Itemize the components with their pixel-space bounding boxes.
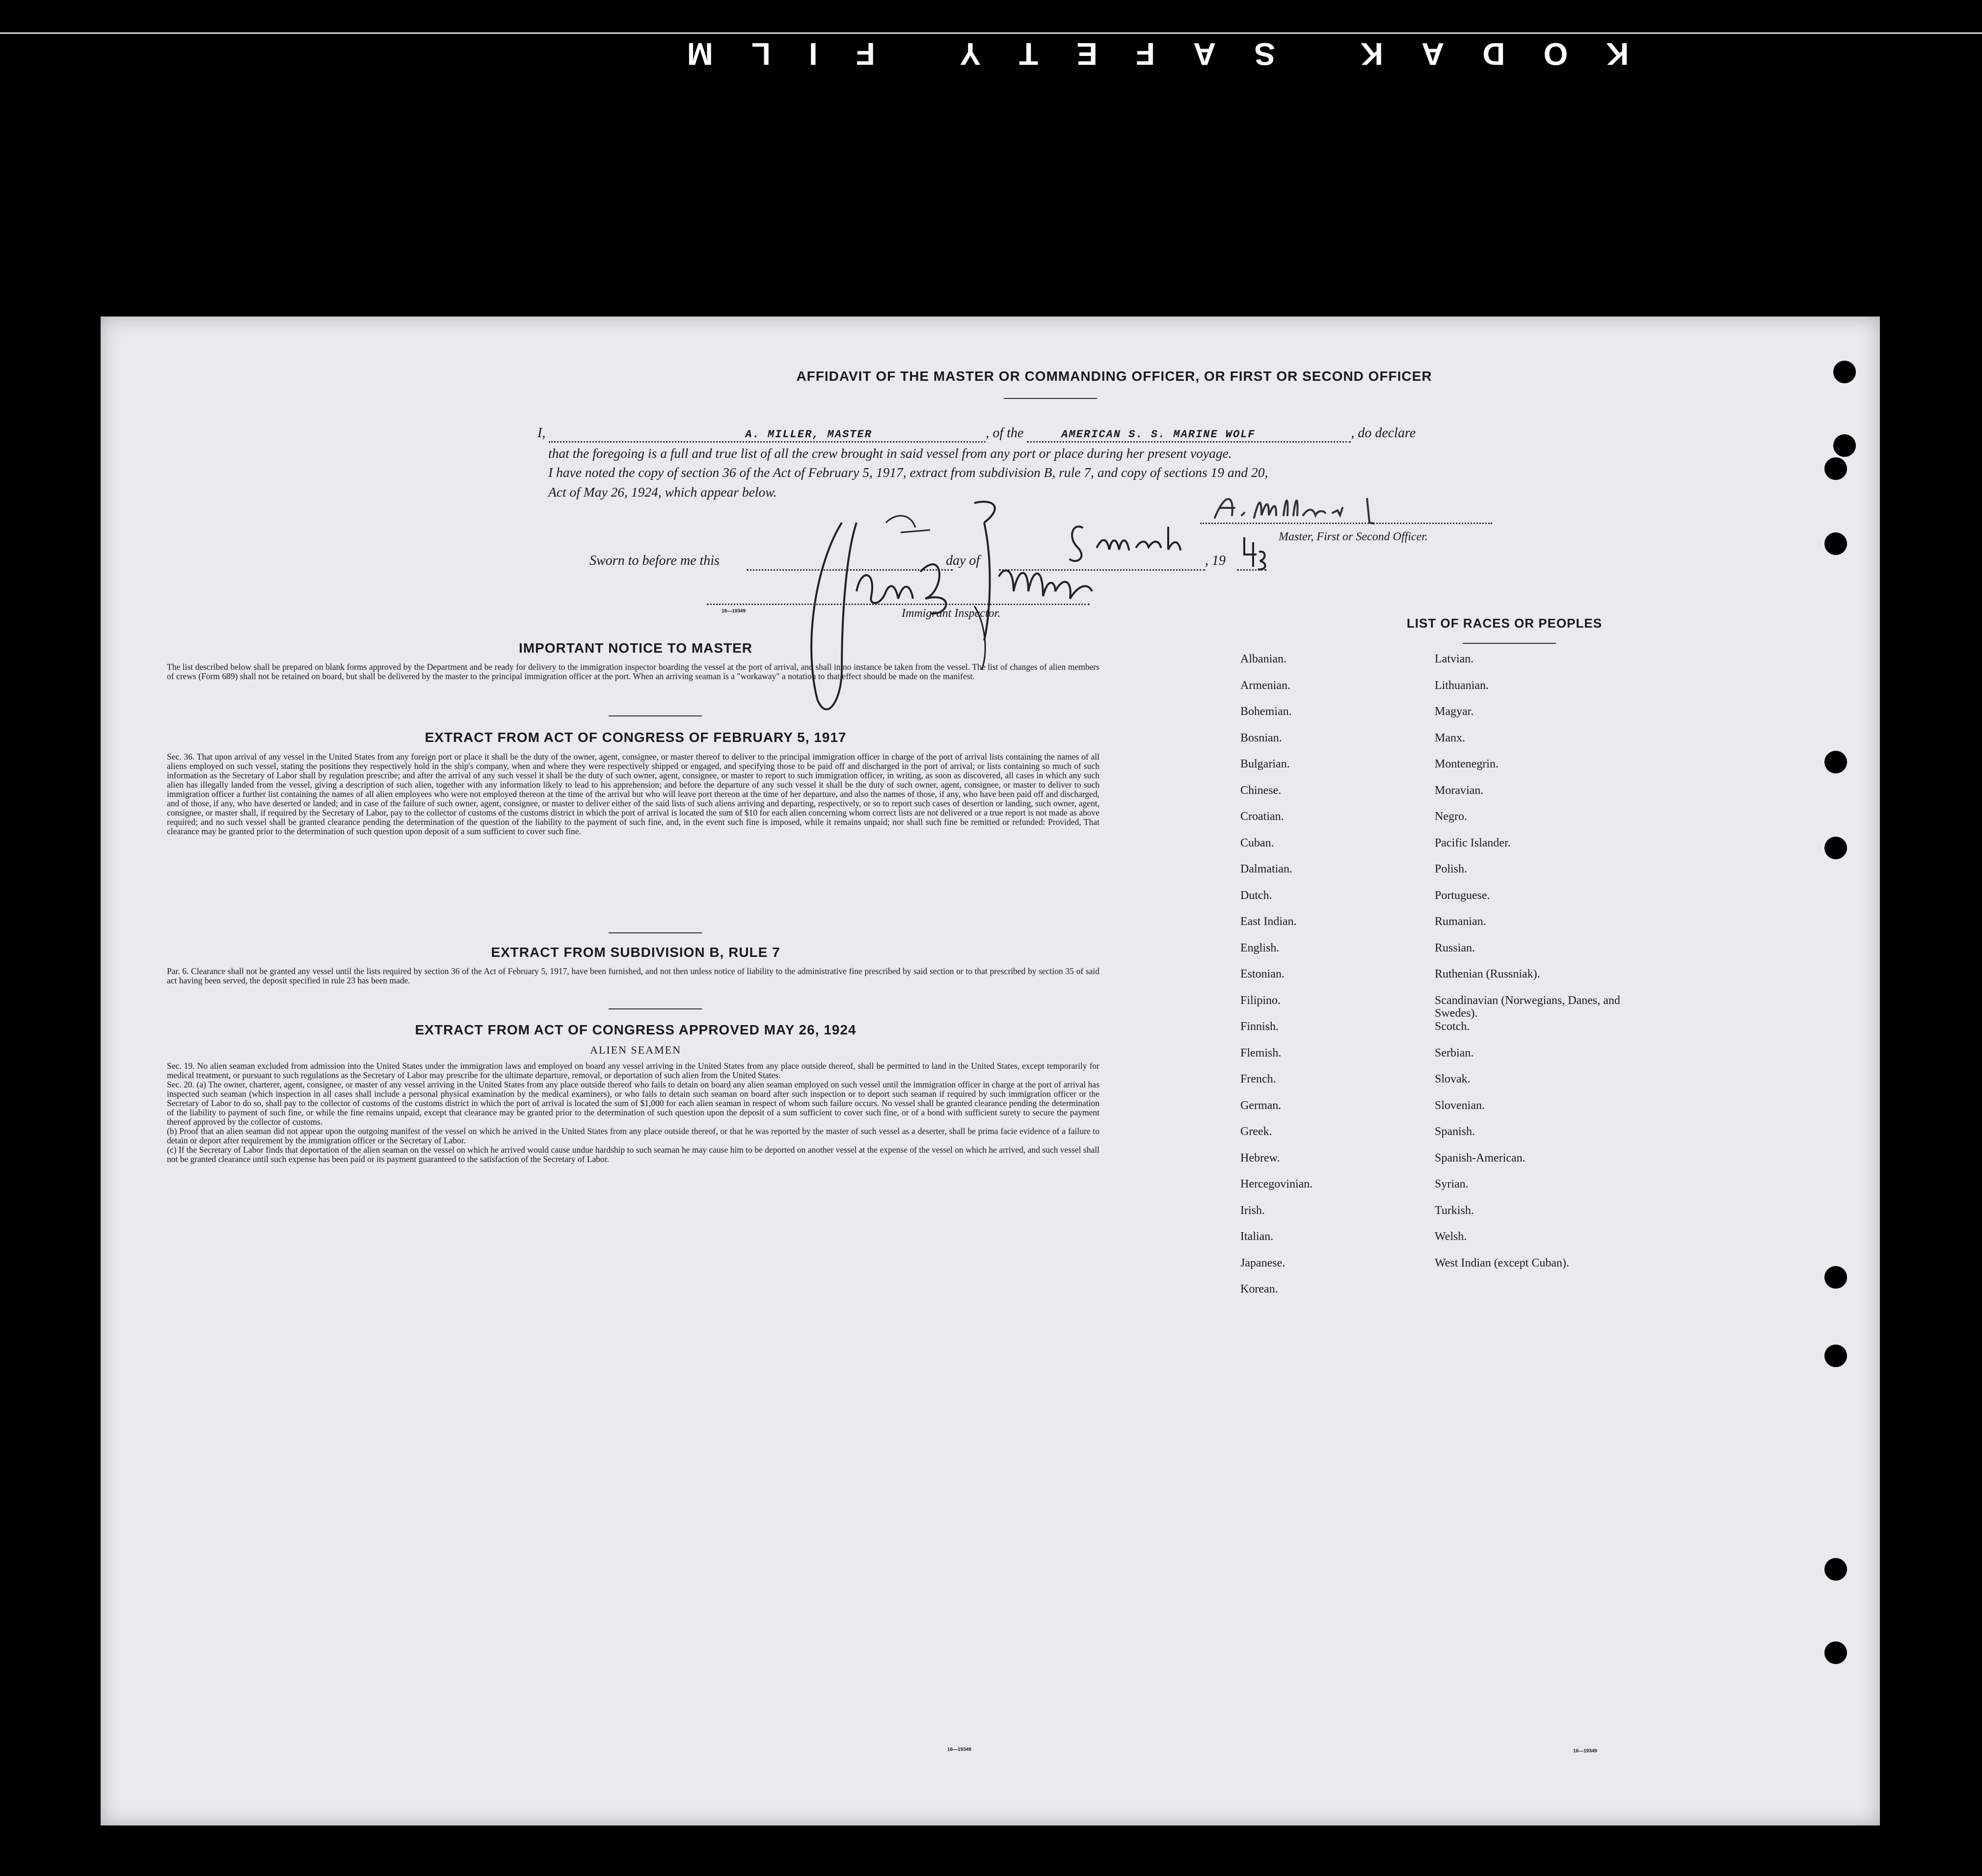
race-item: Rumanian.	[1435, 915, 1486, 928]
race-item: Welsh.	[1435, 1230, 1467, 1243]
sworn-day-of: day of	[946, 553, 980, 568]
punch-hole-1	[1833, 361, 1856, 383]
extract-1924-subtitle: ALIEN SEAMEN	[590, 1044, 681, 1056]
races-title: LIST OF RACES OR PEOPLES	[1406, 616, 1603, 631]
race-item: Ruthenian (Russniak).	[1435, 968, 1540, 980]
race-item: Slovak.	[1435, 1073, 1471, 1085]
races-column-1	[1240, 653, 1456, 1309]
master-name-field	[549, 425, 986, 443]
affidavit-do-declare: , do declare	[1351, 425, 1416, 441]
film-edge	[0, 0, 1982, 79]
race-item: Dalmatian.	[1240, 863, 1292, 875]
extract-1917-rule	[609, 932, 702, 933]
extract-1924-sec20a: Sec. 20. (a) The owner, charterer, agent, consignee, or master of any vessel arriving in the United States from any place outside thereof who fails to detain on board any alien seaman employed on such vessel until the immigration officer in charge at the port of arrival has inspected such seaman (which inspection in all cases shall include a personal physical examination by the medical examiners), or who fails to detain such seaman on board after such inspection or to deport such seaman if required by such immigration officer or the Secretary of Labor to do so, shall pay to the collector of customs of the customs district in which the port of arrival is located the sum of $1,000 for each alien seaman in respect of whom such failure occurs. No vessel shall be granted clearance pending the determination of the liability to payment of such fine, or while the fine remains unpaid, except that clearance may be granted prior to the determination of such question upon the deposit of a sum sufficient to cover such fine, or of a bond with sufficient surety to secure the payment thereof approved by the collector of customs.	[167, 1080, 1099, 1127]
race-item: Syrian.	[1435, 1178, 1469, 1190]
vessel-name-field	[1027, 425, 1351, 443]
race-item: Moravian.	[1435, 784, 1484, 797]
race-item: Greek.	[1240, 1125, 1272, 1138]
race-item: Polish.	[1435, 863, 1468, 875]
race-item: Negro.	[1435, 810, 1467, 823]
race-item: Croatian.	[1240, 810, 1284, 823]
extract-rule7-title: EXTRACT FROM SUBDIVISION B, RULE 7	[491, 945, 780, 960]
race-item: Chinese.	[1240, 784, 1282, 797]
affidavit-line1	[537, 425, 1617, 443]
punch-hole-8	[1824, 1345, 1847, 1367]
affidavit-line3: I have noted the copy of section 36 of the Act of February 5, 1917, extract from subdivision B, rule 7, and copy of sections 19 and 20,	[548, 465, 1268, 480]
race-item: Scotch.	[1435, 1020, 1470, 1033]
document-page	[101, 317, 1880, 1825]
extract-1917-body: Sec. 36. That upon arrival of any vessel in the United States from any foreign port or place it shall be the duty of the owner, agent, consignee, or master thereof to deliver to the principal immigration officer in charge of the port of arrival lists containing the names of all aliens employed on such vessel, stating the positions they respectively hold in the ship's company, when and where they were respectively shipped or engaged, and specifying those to be paid off and discharged in the port of arrival; or lists containing so much of such information as the Secretary of Labor shall by regulation prescribe; and after the arrival of any such vessel it shall be the duty of such owner, agent, consignee, or master to report to such immigration officer, in writing, as soon as discovered, all cases in which any such alien has illegally landed from the vessel, giving a description of such alien, together with any information likely to lead to his apprehension; and before the departure of any such vessel it shall be the duty of such owner, agent, consignee, or master to deliver to such immigration officer a further list containing the names of all alien employees who were not employed thereon at the time of the arrival but who will leave port thereon at the time of her departure, and also the names of those, if any, who have been paid off and discharged, and of those, if any, who have deserted or landed; and in case of the failure of such owner, agent, consignee, or master to deliver either of the said lists of such aliens arriving and departing, respectively, or so to report such cases of desertion or landing, such owner, agent, consignee, or master shall, if required by the Secretary of Labor, pay to the collector of customs of the customs district in which the port of arrival is located the sum of $10 for each alien concerning whom correct lists are not delivered or a true report is not made as above required; and no such vessel shall be granted clearance pending the determination of the question of the liability to the payment of such fine, and, in the event such fine is imposed, while it remains unpaid; nor shall such fine be remitted or refunded: Provided, That clearance may be granted prior to the determination of such question upon deposit of a sum sufficient to cover such fine.	[167, 752, 1099, 836]
race-item: Armenian.	[1240, 679, 1290, 692]
affidavit-line4: Act of May 26, 1924, which appear below.	[548, 484, 777, 500]
film-edge-text: KODAK SAFETY FILM	[648, 36, 1629, 72]
race-item: Scandinavian (Norwegians, Danes, and Swedes).	[1435, 994, 1620, 1020]
handwritten-month	[1063, 518, 1190, 567]
race-item: German.	[1240, 1099, 1282, 1112]
race-item: French.	[1240, 1073, 1276, 1085]
race-item: Spanish-American.	[1435, 1151, 1526, 1164]
race-item: Bohemian.	[1240, 705, 1292, 718]
affidavit-line2: that the foregoing is a full and true list of all the crew brought in said vessel from any port or place during her present voyage.	[548, 446, 1232, 461]
race-item: Filipino.	[1240, 994, 1281, 1007]
affidavit-title-rule	[1004, 398, 1097, 399]
race-item: West Indian (except Cuban).	[1435, 1256, 1569, 1269]
sworn-year-prefix: , 19	[1205, 553, 1226, 568]
extract-1924-body	[167, 1061, 1099, 1164]
race-item: Irish.	[1240, 1204, 1265, 1217]
extract-form-number: 16—19349	[947, 1747, 971, 1752]
races-rule	[1463, 643, 1556, 644]
race-item: Slovenian.	[1435, 1099, 1485, 1112]
affidavit-form-number: 16—19349	[722, 608, 746, 614]
affidavit-of-the: , of the	[986, 425, 1024, 441]
race-item: English.	[1240, 941, 1280, 954]
race-item: Albanian.	[1240, 653, 1286, 665]
notice-body: The list described below shall be prepared on blank forms approved by the Department and be ready for delivery to the immigration inspector boarding the vessel at the port of arrival, and shall in no instance be taken from the vessel. The list of changes of alien members of crews (Form 689) shall not be retained on board, but shall be delivered by the master to the principal immigration officer at the port. When an arriving seaman is a "workaway" a notation to that effect should be made on the manifest.	[167, 662, 1099, 681]
punch-hole-9	[1824, 1558, 1847, 1581]
sworn-prefix: Sworn to before me this	[589, 553, 720, 568]
punch-hole-7	[1824, 1266, 1847, 1289]
race-item: Turkish.	[1435, 1204, 1474, 1217]
races-form-number: 16—19349	[1573, 1748, 1597, 1754]
inspector-caption: Immigrant Inspector.	[902, 607, 1001, 620]
punch-hole-6	[1824, 837, 1847, 859]
extract-1924-sec20c: (c) If the Secretary of Labor finds that deportation of the alien seaman on the vessel on which he arrived would cause undue hardship to such seaman he may cause him to be deported on another vessel at the expense of the vessel on which he arrived, and such vessel shall not be granted clearance until such expense has been paid or its payment guaranteed to the satisfaction of the Secretary of Labor.	[167, 1145, 1099, 1164]
notice-title: IMPORTANT NOTICE TO MASTER	[518, 640, 753, 656]
punch-hole-4	[1824, 532, 1847, 555]
race-item: Finnish.	[1240, 1020, 1279, 1033]
affidavit-title: AFFIDAVIT OF THE MASTER OR COMMANDING OFFICER, OR FIRST OR SECOND OFFICER	[796, 369, 1432, 384]
race-item: Hebrew.	[1240, 1151, 1280, 1164]
race-item: East Indian.	[1240, 915, 1297, 928]
races-column-2	[1435, 653, 1651, 1283]
punch-hole-10	[1824, 1641, 1847, 1664]
race-item: Pacific Islander.	[1435, 836, 1511, 849]
punch-hole-3	[1824, 457, 1847, 480]
affidavit-i: I,	[537, 425, 546, 441]
master-signature	[1205, 488, 1401, 532]
race-item: Montenegrin.	[1435, 758, 1499, 770]
master-signature-caption: Master, First or Second Officer.	[1279, 530, 1428, 543]
race-item: Bosnian.	[1240, 731, 1282, 744]
race-item: Flemish.	[1240, 1046, 1282, 1059]
race-item: Estonian.	[1240, 968, 1285, 980]
race-item: Russian.	[1435, 941, 1475, 954]
race-item: Latvian.	[1435, 653, 1474, 665]
master-name-value: A. MILLER, MASTER	[745, 428, 872, 441]
race-item: Lithuanian.	[1435, 679, 1489, 692]
handwritten-year	[1239, 532, 1269, 572]
extract-1917-title: EXTRACT FROM ACT OF CONGRESS OF FEBRUARY 5, 1917	[425, 730, 847, 745]
race-item: Hercegovinian.	[1240, 1178, 1313, 1190]
race-item: Serbian.	[1435, 1046, 1474, 1059]
extract-1924-sec19: Sec. 19. No alien seaman excluded from admission into the United States under the immigration laws and employed on board any vessel arriving in the United States from any place outside thereof, shall be permitted to land in the United States, except temporarily for medical treatment, or pursuant to such regulations as the Secretary of Labor may prescribe for the ultimate departure, removal, or deportation of such alien from the United States.	[167, 1061, 1099, 1080]
race-item: Korean.	[1240, 1283, 1278, 1295]
notice-rule	[609, 715, 702, 716]
extract-1924-sec20b: (b) Proof that an alien seaman did not appear upon the outgoing manifest of the vessel on which he arrived in the United States from any place outside thereof, or that he was reported by the master of such vessel as a deserter, shall be prima facie evidence of a failure to detain or deport after requirement by the immigration officer or the Secretary of Labor.	[167, 1126, 1099, 1145]
extract-1924-title: EXTRACT FROM ACT OF CONGRESS APPROVED MAY 26, 1924	[415, 1022, 857, 1037]
punch-hole-2	[1833, 434, 1856, 457]
race-item: Cuban.	[1240, 836, 1274, 849]
extract-rule7-rule	[609, 1008, 702, 1009]
extract-rule7-body: Par. 6. Clearance shall not be granted any vessel until the lists required by section 36 of the Act of February 5, 1917, have been furnished, and not then unless notice of liability to the administrative fine prescribed by said section or to that prescribed by section 35 of said act having been served, the deposit specified in rule 23 has been made.	[167, 966, 1099, 985]
race-item: Japanese.	[1240, 1256, 1286, 1269]
vessel-name-value: AMERICAN S. S. MARINE WOLF	[1061, 428, 1256, 441]
race-item: Manx.	[1435, 731, 1465, 744]
punch-hole-5	[1824, 751, 1847, 773]
race-item: Bulgarian.	[1240, 758, 1290, 770]
race-item: Dutch.	[1240, 889, 1272, 902]
race-item: Magyar.	[1435, 705, 1474, 718]
race-item: Portuguese.	[1435, 889, 1490, 902]
race-item: Spanish.	[1435, 1125, 1475, 1138]
race-item: Italian.	[1240, 1230, 1274, 1243]
